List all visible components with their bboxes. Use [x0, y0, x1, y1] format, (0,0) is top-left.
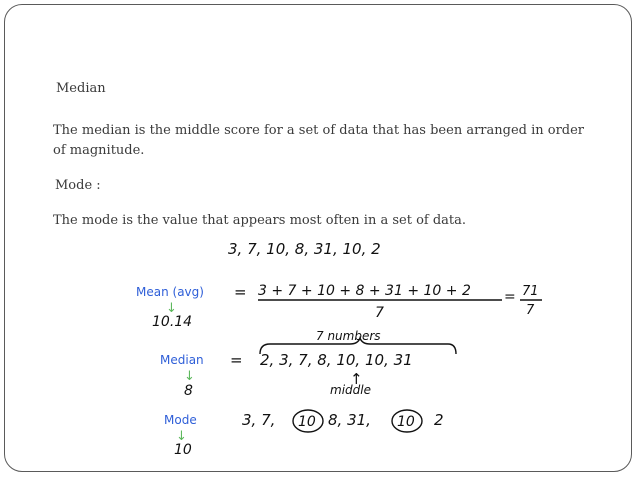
median-heading: Median [56, 81, 106, 96]
mean-label: Mean (avg) [136, 285, 204, 299]
mean-equals-2: = [504, 289, 516, 305]
mean-equals: = [234, 283, 247, 301]
mode-value: 10 [174, 442, 192, 458]
mode-heading: Mode : [55, 178, 101, 193]
mode-label: Mode [164, 413, 197, 427]
middle-label: middle [330, 383, 371, 397]
mode-circled-value-1: 10 [298, 414, 316, 430]
data-set: 3, 7, 10, 8, 31, 10, 2 [228, 240, 381, 258]
mean-numerator: 3 + 7 + 10 + 8 + 31 + 10 + 2 [258, 283, 471, 299]
median-equals: = [230, 351, 243, 369]
mode-down-arrow: ↓ [176, 429, 187, 444]
mean-result-denominator: 7 [526, 303, 535, 318]
mode-values-part-1: 3, 7, [242, 411, 276, 429]
median-value: 8 [184, 383, 193, 399]
middle-arrow: ↑ [350, 370, 363, 388]
count-label: 7 numbers [316, 329, 381, 343]
mode-definition: The mode is the value that appears most often in a set of data. [53, 213, 467, 228]
mode-circled-value-2: 10 [397, 414, 415, 430]
mean-value: 10.14 [152, 314, 193, 330]
median-definition: The median is the middle score for a set of data that has been arranged in order of magnitude. [53, 123, 585, 158]
mode-values-part-2: 8, 31, [328, 411, 371, 429]
mean-denominator: 7 [375, 305, 384, 321]
mean-down-arrow: ↓ [166, 301, 177, 316]
median-down-arrow: ↓ [184, 369, 195, 384]
mode-values-part-3: 2 [434, 411, 444, 429]
mean-result-numerator: 71 [522, 284, 539, 299]
median-sorted-list: 2, 3, 7, 8, 10, 10, 31 [260, 351, 413, 369]
statistics-illustration [130, 232, 547, 458]
median-label: Median [160, 353, 204, 367]
